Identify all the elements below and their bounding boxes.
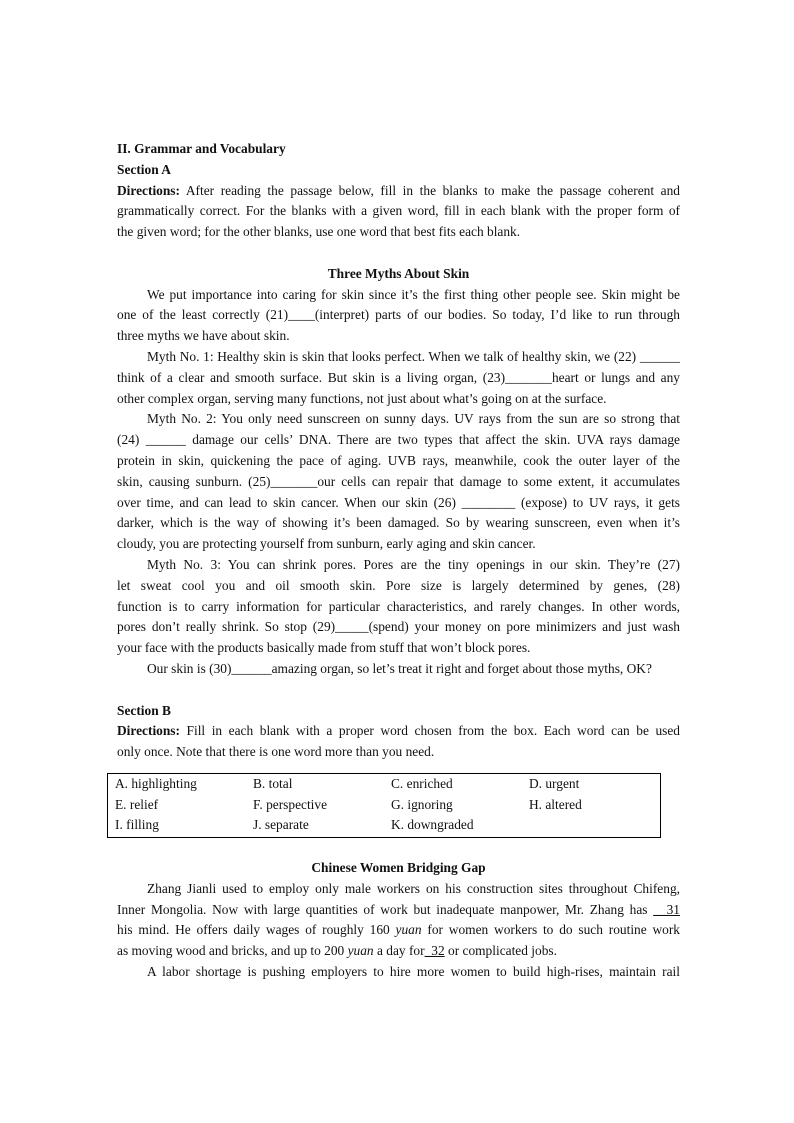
passage-line: protein in skin, quickening the pace of aging. UVB rays, meanwhile, cook the outer layer of the xyxy=(117,452,680,468)
passage-line: cloudy, you are protecting yourself from sunburn, early aging and skin cancer. xyxy=(117,536,536,552)
passage-line: A labor shortage is pushing employers to hire more women to build high-rises, maintain rail xyxy=(147,963,680,979)
directions-label: Directions: xyxy=(117,182,180,198)
word-option: B. total xyxy=(253,776,293,791)
passage-line: your face with the products basically made from stuff that won’t block pores. xyxy=(117,640,531,656)
passage-line: three myths we have about skin. xyxy=(117,328,290,344)
passage-line: think of a clear and smooth surface. But skin is a living organ, (23)_______heart or lungs and any xyxy=(117,369,680,385)
passage-line xyxy=(117,941,680,962)
word-option: K. downgraded xyxy=(391,817,474,832)
blank-32: _32 xyxy=(424,943,445,959)
passage-line: one of the least correctly (21)____(interpret) parts of our bodies. So today, I’d like to run through xyxy=(117,307,680,323)
passage-line: over time, and can lead to skin cancer. When our skin (26) ________ (expose) to UV rays, it gets xyxy=(117,494,680,510)
passage-line: We put importance into caring for skin since it’s the first thing other people see. Skin might be xyxy=(147,286,680,302)
passage-line: Myth No. 3: You can shrink pores. Pores are the tiny openings in our skin. They’re (27) xyxy=(147,556,680,572)
passage-text: as moving wood and bricks, and up to 200 xyxy=(117,943,348,959)
passage-line: darker, which is the way of showing it’s been damaged. So by wearing sunscreen, even when it’s xyxy=(117,515,680,531)
passage-line: skin, causing sunburn. (25)_______our cells can repair that damage to some extent, it accumulates xyxy=(117,473,680,489)
word-option: J. separate xyxy=(253,817,309,832)
directions-text: After reading the passage below, fill in the blanks to make the passage coherent and xyxy=(179,182,680,198)
passage-skin xyxy=(117,285,680,680)
section-a-label: Section A xyxy=(117,161,171,177)
word-box xyxy=(107,773,661,838)
passage-line: Zhang Jianli used to employ only male workers on his construction sites throughout Chifeng, xyxy=(147,880,680,896)
directions-text: Fill in each blank with a proper word chosen from the box. Each word can be used xyxy=(179,723,680,739)
section-a-directions-line-3: the given word; for the other blanks, use one word that best fits each blank. xyxy=(117,224,521,240)
passage-line: let sweat cool you and oil smooth skin. Pore size is largely determined by genes, (28) xyxy=(117,577,680,593)
passage-line: Our skin is (30)______amazing organ, so let’s treat it right and forget about those myths, OK? xyxy=(147,660,652,676)
passage-women xyxy=(117,858,680,983)
passage-line xyxy=(117,900,680,921)
passage-line: other complex organ, serving many functions, not just about what’s going on at the surface. xyxy=(117,390,607,406)
passage-line: Myth No. 1: Healthy skin is skin that looks perfect. When we talk of healthy skin, we (22) ______ xyxy=(147,348,680,364)
passage-line: (24) ______ damage our cells’ DNA. There are two types that affect the skin. UVA rays damage xyxy=(117,432,680,448)
word-option: E. relief xyxy=(115,796,159,812)
word-option: F. perspective xyxy=(253,796,328,812)
word-option: H. altered xyxy=(529,796,582,812)
passage-title-skin: Three Myths About Skin xyxy=(327,265,470,281)
blank-31: __31 xyxy=(653,901,680,917)
section-a-directions-line-1 xyxy=(117,181,680,202)
passage-title-women: Chinese Women Bridging Gap xyxy=(311,860,486,875)
section-b-directions-line-2: only once. Note that there is one word more than you need. xyxy=(117,744,435,760)
word-option: D. urgent xyxy=(529,776,580,791)
section-a-directions-line-2: grammatically correct. For the blanks with a given word, fill in each blank with the proper form of xyxy=(117,203,680,219)
directions-label: Directions: xyxy=(117,723,180,739)
passage-line: pores don’t really shrink. So stop (29)_____(spend) your money on pore minimizers and just wash xyxy=(117,619,680,635)
yuan-italic: yuan xyxy=(395,922,422,938)
yuan-italic: yuan xyxy=(347,943,374,959)
section-b-directions-line-1 xyxy=(117,721,680,742)
passage-line: function is to carry information for particular characteristics, and rarely changes. In other words, xyxy=(117,598,680,614)
section-b-label: Section B xyxy=(117,702,171,718)
passage-text: his mind. He offers daily wages of roughly 160 xyxy=(117,922,396,938)
passage-line xyxy=(117,920,680,941)
word-option: C. enriched xyxy=(391,776,453,791)
word-option: G. ignoring xyxy=(391,796,453,812)
passage-text: for women workers to do such routine work xyxy=(421,922,680,938)
passage-line: Myth No. 2: You only need sunscreen on sunny days. UV rays from the sun are so strong that xyxy=(147,411,680,427)
word-option: A. highlighting xyxy=(115,776,197,791)
passage-text: a day for xyxy=(373,943,425,959)
worksheet-page xyxy=(117,139,680,763)
word-option: I. filling xyxy=(115,817,159,832)
passage-text: or complicated jobs. xyxy=(444,943,557,959)
passage-text: Inner Mongolia. Now with large quantities of work but inadequate manpower, Mr. Zhang has xyxy=(117,901,654,917)
part-heading: II. Grammar and Vocabulary xyxy=(117,141,286,156)
